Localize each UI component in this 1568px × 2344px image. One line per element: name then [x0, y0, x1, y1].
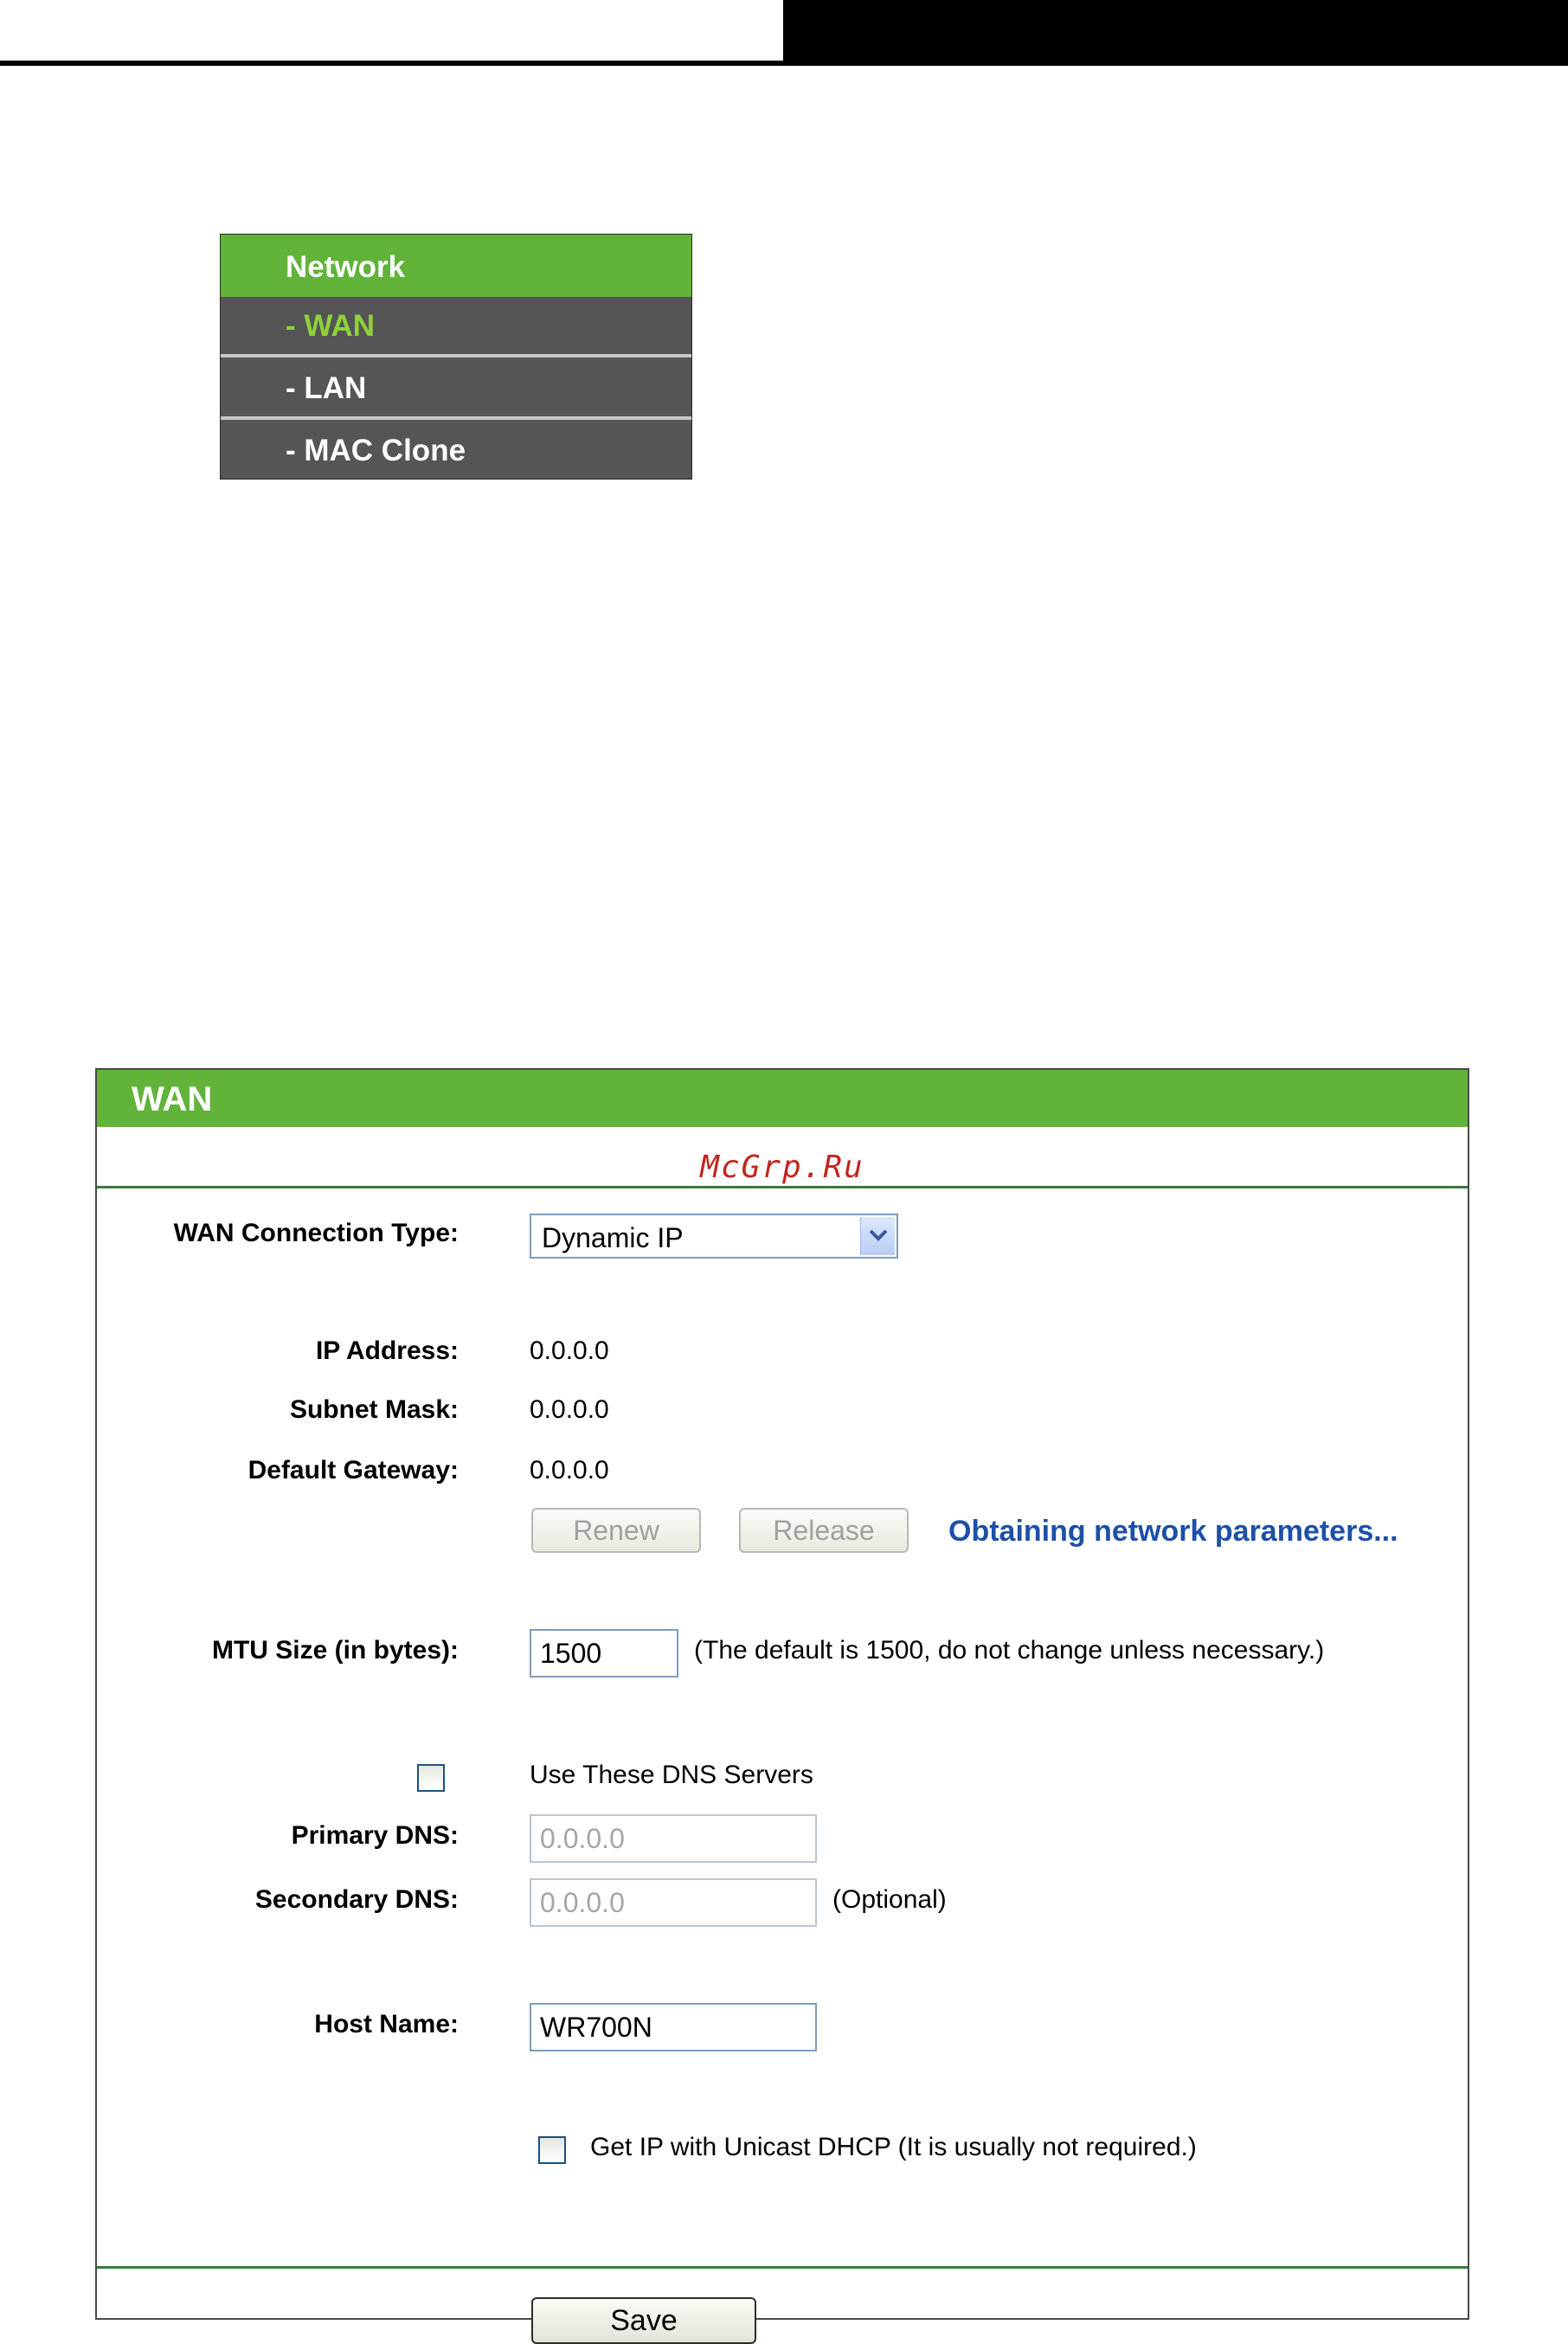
divider	[97, 1186, 1468, 1188]
mtu-size-label: MTU Size (in bytes):	[211, 1636, 459, 1665]
status-text: Obtaining network parameters...	[948, 1515, 1398, 1548]
menu-item-mac-clone[interactable]: - MAC Clone	[221, 422, 691, 479]
secondary-dns-input[interactable]: 0.0.0.0	[530, 1878, 817, 1927]
renew-button[interactable]: Renew	[531, 1508, 701, 1553]
header-block	[783, 0, 1568, 66]
menu-divider	[221, 354, 691, 357]
wan-connection-type-select[interactable]	[530, 1214, 898, 1259]
wan-connection-type-label: WAN Connection Type:	[173, 1219, 459, 1247]
menu-item-lan[interactable]: - LAN	[221, 359, 691, 416]
subnet-mask-label: Subnet Mask:	[289, 1395, 459, 1424]
primary-dns-input[interactable]: 0.0.0.0	[530, 1814, 817, 1863]
subnet-mask-value: 0.0.0.0	[530, 1395, 609, 1424]
ip-address-value: 0.0.0.0	[530, 1336, 609, 1365]
unicast-dhcp-label: Get IP with Unicast DHCP (It is usually not required.)	[590, 2133, 1197, 2161]
ip-address-label: IP Address:	[315, 1336, 459, 1365]
divider	[97, 2266, 1468, 2269]
save-button[interactable]: Save	[531, 2297, 756, 2344]
wan-connection-type-value: Dynamic IP	[542, 1222, 684, 1253]
default-gateway-label: Default Gateway:	[247, 1456, 459, 1484]
use-dns-label: Use These DNS Servers	[530, 1761, 813, 1789]
header-rule	[0, 61, 783, 66]
menu-divider	[221, 416, 691, 420]
unicast-dhcp-checkbox[interactable]	[538, 2136, 566, 2164]
chevron-down-icon[interactable]	[860, 1217, 895, 1255]
secondary-dns-label: Secondary DNS:	[254, 1885, 459, 1914]
mtu-size-input[interactable]: 1500	[530, 1629, 678, 1678]
watermark: McGrp.Ru	[700, 1149, 864, 1185]
use-dns-checkbox[interactable]	[417, 1764, 445, 1792]
release-button[interactable]: Release	[739, 1508, 909, 1553]
host-name-input[interactable]: WR700N	[530, 2003, 817, 2051]
wan-panel	[95, 1068, 1469, 2337]
default-gateway-value: 0.0.0.0	[530, 1456, 609, 1484]
menu-item-wan[interactable]: - WAN	[221, 297, 691, 354]
secondary-dns-hint: (Optional)	[832, 1885, 947, 1914]
panel-title: WAN	[97, 1070, 1468, 1127]
primary-dns-label: Primary DNS:	[291, 1821, 459, 1850]
menu-header-network[interactable]: Network	[221, 235, 691, 297]
network-menu	[220, 234, 692, 480]
mtu-size-hint: (The default is 1500, do not change unless necessary.)	[694, 1636, 1325, 1665]
host-name-label: Host Name:	[314, 2010, 459, 2038]
